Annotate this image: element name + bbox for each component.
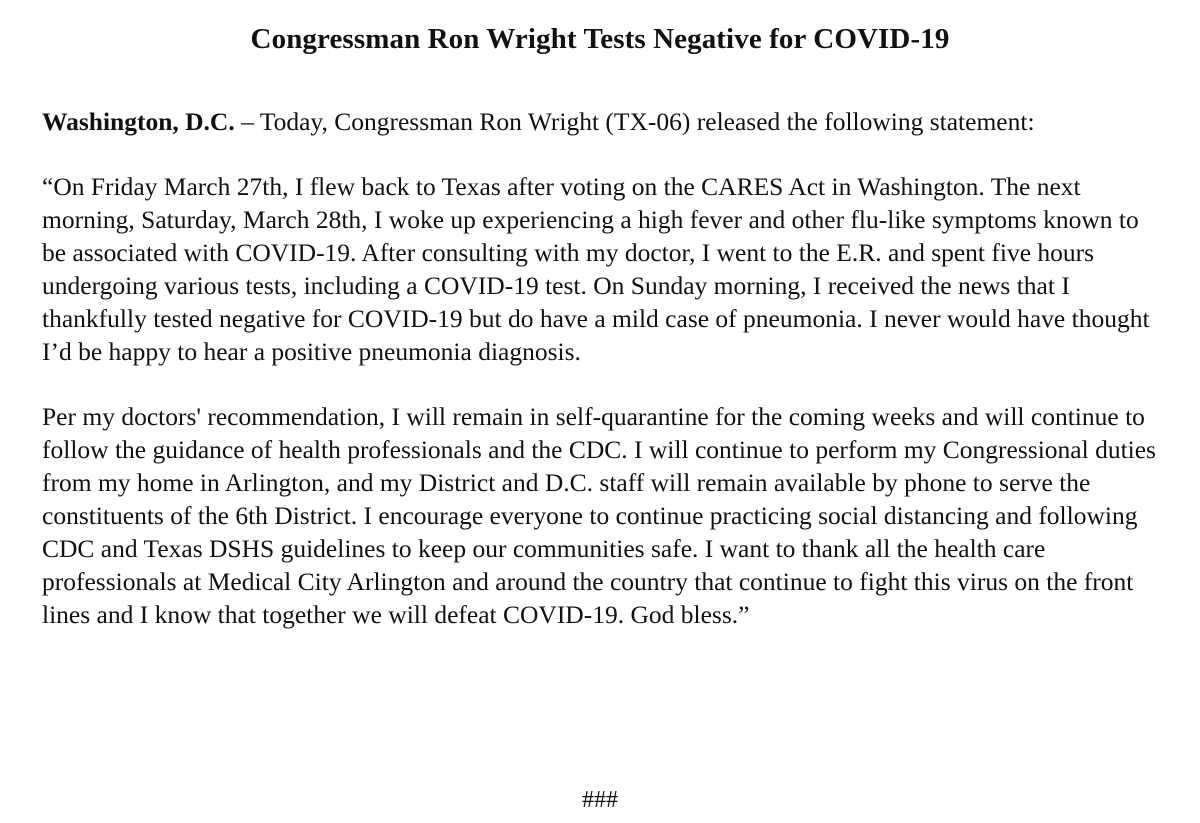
- end-mark: ###: [582, 787, 618, 813]
- dateline-paragraph: [42, 106, 1158, 138]
- intro-text: – Today, Congressman Ron Wright (TX-06) released the following statement:: [234, 107, 1035, 136]
- statement-paragraph-1: “On Friday March 27th, I flew back to Texas after voting on the CARES Act in Washington. The next morning, Saturday, March 28th, I woke up experiencing a high fever and other flu-like symptoms known to be associated with COVID-19. After consulting with my doctor, I went to the E.R. and spent five hours undergoing various tests, including a COVID-19 test. On Sunday morning, I received the news that I thankfully tested negative for COVID-19 but do have a mild case of pneumonia. I never would have thought I’d be happy to hear a positive pneumonia diagnosis.: [42, 172, 1150, 366]
- dateline: Washington, D.C.: [42, 107, 235, 136]
- statement-paragraph-2: Per my doctors' recommendation, I will remain in self-quarantine for the coming weeks and will continue to follow the guidance of health professionals and the CDC. I will continue to perform my Congressional duties from my home in Arlington, and my District and D.C. staff will remain available by phone to serve the constituents of the 6th District. I encourage everyone to continue practicing social distancing and following CDC and Texas DSHS guidelines to keep our communities safe. I want to thank all the health care professionals at Medical City Arlington and around the country that continue to fight this virus on the front lines and I know that together we will defeat COVID-19. God bless.”: [42, 402, 1156, 629]
- press-release-title: Congressman Ron Wright Tests Negative for COVID-19: [250, 23, 950, 55]
